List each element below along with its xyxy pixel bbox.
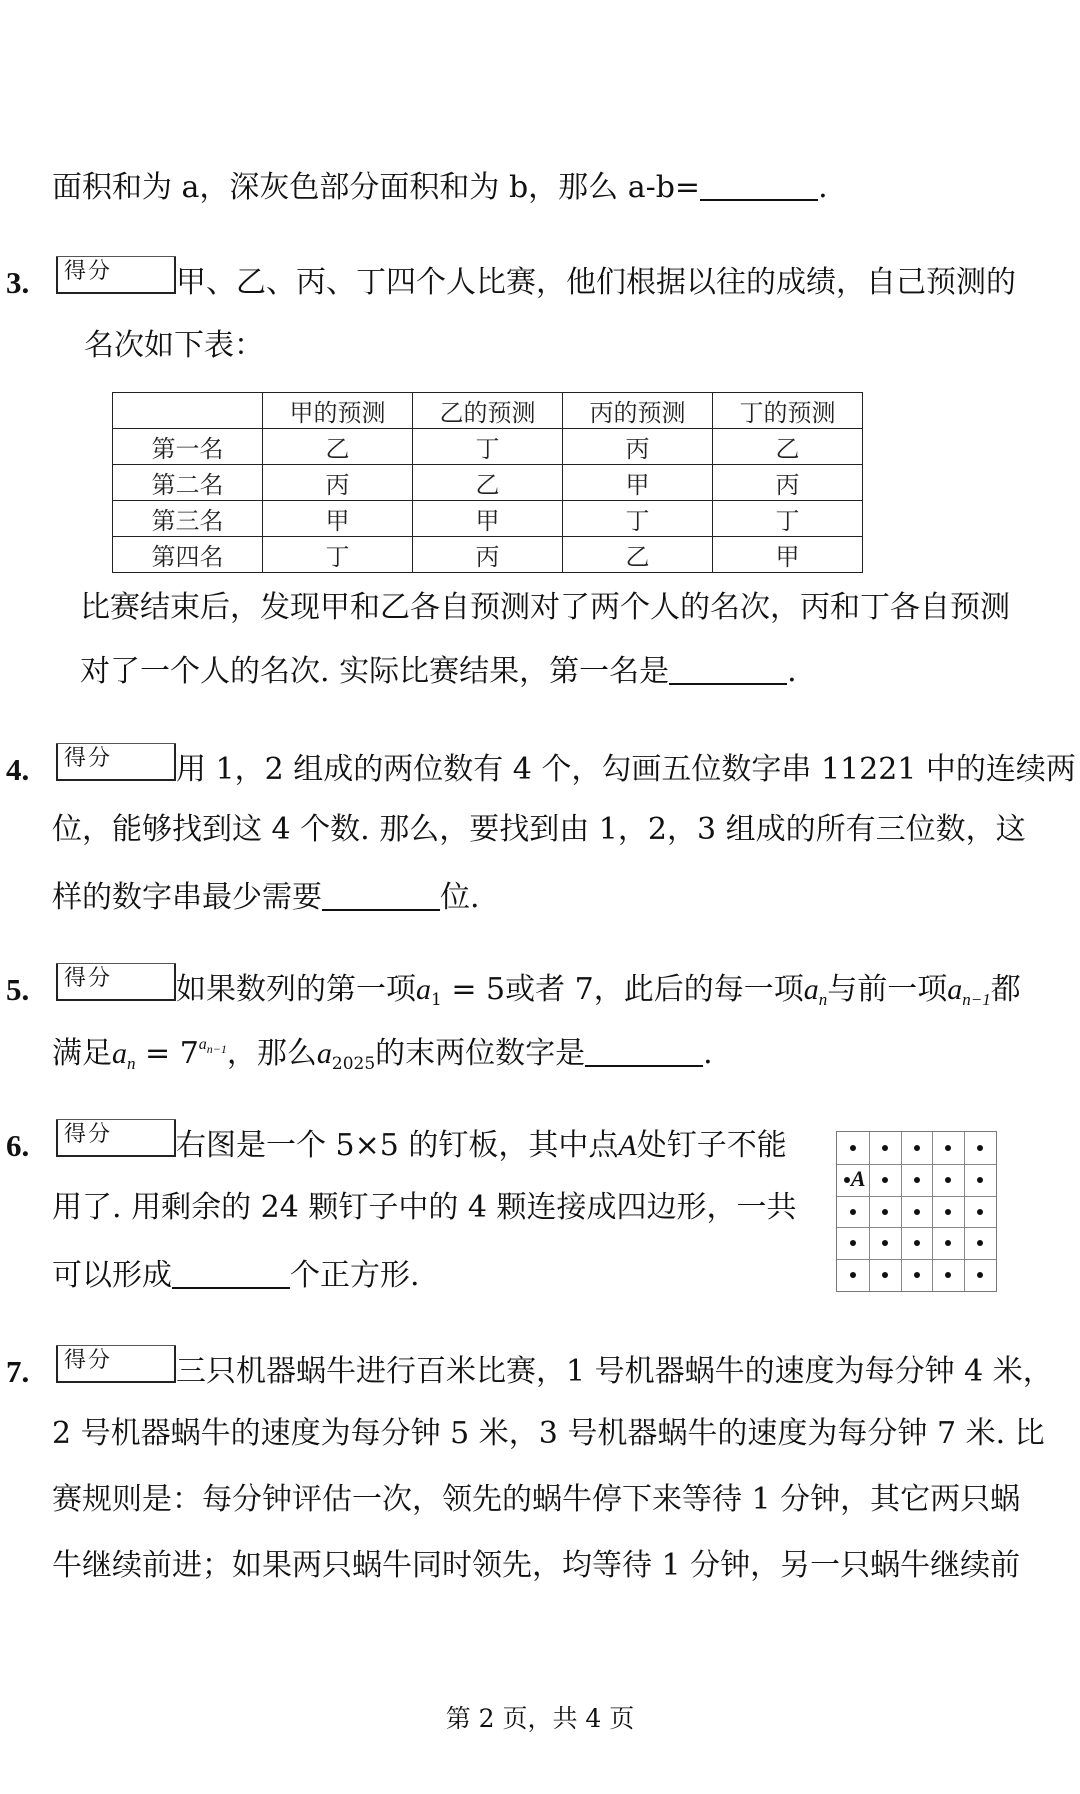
table-header-cell: 丁的预测 <box>713 393 863 429</box>
peg-dot <box>850 1145 856 1151</box>
score-label: 得分 <box>64 1122 113 1147</box>
q3-line2: 名次如下表： <box>84 328 264 363</box>
score-box[interactable] <box>56 1119 176 1159</box>
peg-dot <box>914 1272 920 1278</box>
question-number-4: 4. <box>6 752 30 787</box>
score-box[interactable] <box>56 1345 176 1385</box>
table-cell: 丙 <box>563 429 713 465</box>
grid-line <box>964 1132 965 1291</box>
answer-blank[interactable] <box>322 881 440 911</box>
q7-line3: 赛规则是：每分钟评估一次，领先的蜗牛停下来等待 1 分钟，其它两只蜗 <box>52 1482 1021 1517</box>
table-cell: 乙 <box>263 429 413 465</box>
peg-dot <box>977 1272 983 1278</box>
peg-dot <box>882 1177 888 1183</box>
q6-line3: 可以形成 个正方形. <box>52 1258 420 1293</box>
table-cell: 乙 <box>413 465 563 501</box>
score-label: 得分 <box>64 966 113 991</box>
table-cell: 丙 <box>413 537 563 573</box>
grid-line <box>932 1132 933 1291</box>
table-cell: 第四名 <box>113 537 263 573</box>
peg-dot <box>914 1209 920 1215</box>
peg-dot <box>945 1209 951 1215</box>
peg-dot <box>882 1272 888 1278</box>
table-cell: 甲 <box>713 537 863 573</box>
peg-dot <box>977 1145 983 1151</box>
table-cell: 丙 <box>263 465 413 501</box>
peg-dot <box>945 1272 951 1278</box>
table-header-row <box>113 393 863 429</box>
table-header-cell: 甲的预测 <box>263 393 413 429</box>
answer-blank[interactable] <box>700 171 818 201</box>
score-label: 得分 <box>64 1348 113 1373</box>
table-row <box>113 429 863 465</box>
grid-line <box>837 1196 996 1197</box>
table-cell: 丁 <box>713 501 863 537</box>
score-label: 得分 <box>64 746 113 771</box>
peg-dot <box>977 1240 983 1246</box>
q4-line2: 位，能够找到这 4 个数. 那么，要找到由 1，2，3 组成的所有三位数，这 <box>52 812 1026 847</box>
table-cell: 甲 <box>413 501 563 537</box>
q7-line2: 2 号机器蜗牛的速度为每分钟 5 米，3 号机器蜗牛的速度为每分钟 7 米. 比 <box>52 1416 1045 1451</box>
table-cell: 丁 <box>413 429 563 465</box>
q3-line4: 对了一个人的名次. 实际比赛结果，第一名是 . <box>80 654 797 689</box>
peg-dot <box>914 1145 920 1151</box>
q4-line3: 样的数字串最少需要 位. <box>52 880 480 915</box>
prev-question-tail: 面积和为 a，深灰色部分面积和为 b，那么 a-b= . <box>52 170 828 205</box>
table-cell: 第一名 <box>113 429 263 465</box>
table-cell: 丁 <box>563 501 713 537</box>
table-cell: 甲 <box>263 501 413 537</box>
score-box[interactable] <box>56 256 176 296</box>
table-cell: 第二名 <box>113 465 263 501</box>
q6-line2: 用了. 用剩余的 24 颗钉子中的 4 颗连接成四边形，一共 <box>52 1190 797 1225</box>
peg-dot <box>977 1209 983 1215</box>
table-header-cell: 乙的预测 <box>413 393 563 429</box>
pegboard-5x5 <box>836 1131 997 1292</box>
q3-line3: 比赛结束后，发现甲和乙各自预测对了两个人的名次，丙和丁各自预测 <box>80 590 1010 625</box>
q6-line1: 右图是一个 5×5 的钉板，其中点A处钉子不能 <box>176 1128 787 1163</box>
peg-dot <box>977 1177 983 1183</box>
question-number-7: 7. <box>6 1354 30 1389</box>
score-box[interactable] <box>56 963 176 1003</box>
q3-line1: 甲、乙、丙、丁四个人比赛，他们根据以往的成绩，自己预测的 <box>176 265 1016 300</box>
table-header-cell: 丙的预测 <box>563 393 713 429</box>
q7-line1: 三只机器蜗牛进行百米比赛，1 号机器蜗牛的速度为每分钟 4 米， <box>176 1354 1053 1389</box>
answer-blank[interactable] <box>172 1259 290 1289</box>
q7-line4: 牛继续前进；如果两只蜗牛同时领先，均等待 1 分钟，另一只蜗牛继续前 <box>52 1548 1021 1583</box>
answer-blank[interactable] <box>585 1037 703 1067</box>
table-cell: 第三名 <box>113 501 263 537</box>
peg-dot <box>844 1177 850 1183</box>
score-label: 得分 <box>64 259 113 284</box>
table-cell: 丙 <box>713 465 863 501</box>
question-number-5: 5. <box>6 972 30 1007</box>
peg-dot <box>850 1240 856 1246</box>
table-cell: 丁 <box>263 537 413 573</box>
peg-dot <box>882 1145 888 1151</box>
table-cell: 乙 <box>563 537 713 573</box>
peg-dot <box>850 1272 856 1278</box>
peg-dot <box>945 1145 951 1151</box>
grid-line <box>901 1132 902 1291</box>
peg-dot <box>882 1240 888 1246</box>
prediction-table <box>112 392 863 573</box>
q4-line1: 用 1，2 组成的两位数有 4 个，勾画五位数字串 11221 中的连续两 <box>176 752 1076 787</box>
peg-dot <box>914 1177 920 1183</box>
table-cell: 乙 <box>713 429 863 465</box>
grid-line <box>869 1132 870 1291</box>
table-row <box>113 501 863 537</box>
q5-line1: 如果数列的第一项$a_1 = 5$或者 7，此后的每一项$a_n$与前一项$a_{n-1}$都 <box>176 972 1021 1010</box>
answer-blank[interactable] <box>669 655 787 685</box>
peg-dot <box>914 1240 920 1246</box>
grid-line <box>837 1259 996 1260</box>
table-row <box>113 465 863 501</box>
q5-line2: 满足$a_n = 7^{a_{n-1}}$，那么$a_{2025}$的末两位数字是 . <box>52 1036 713 1074</box>
grid-line <box>837 1164 996 1165</box>
question-number-6: 6. <box>6 1128 30 1163</box>
point-a-label: A <box>850 1165 866 1191</box>
peg-dot <box>945 1240 951 1246</box>
peg-dot <box>882 1209 888 1215</box>
table-cell: 甲 <box>563 465 713 501</box>
grid-line <box>837 1227 996 1228</box>
peg-dot <box>945 1177 951 1183</box>
question-number-3: 3. <box>6 265 30 300</box>
table-header-cell <box>113 393 263 429</box>
peg-dot <box>850 1209 856 1215</box>
table-row <box>113 537 863 573</box>
score-box[interactable] <box>56 743 176 783</box>
page-footer: 第 2 页，共 4 页 <box>445 1704 635 1733</box>
